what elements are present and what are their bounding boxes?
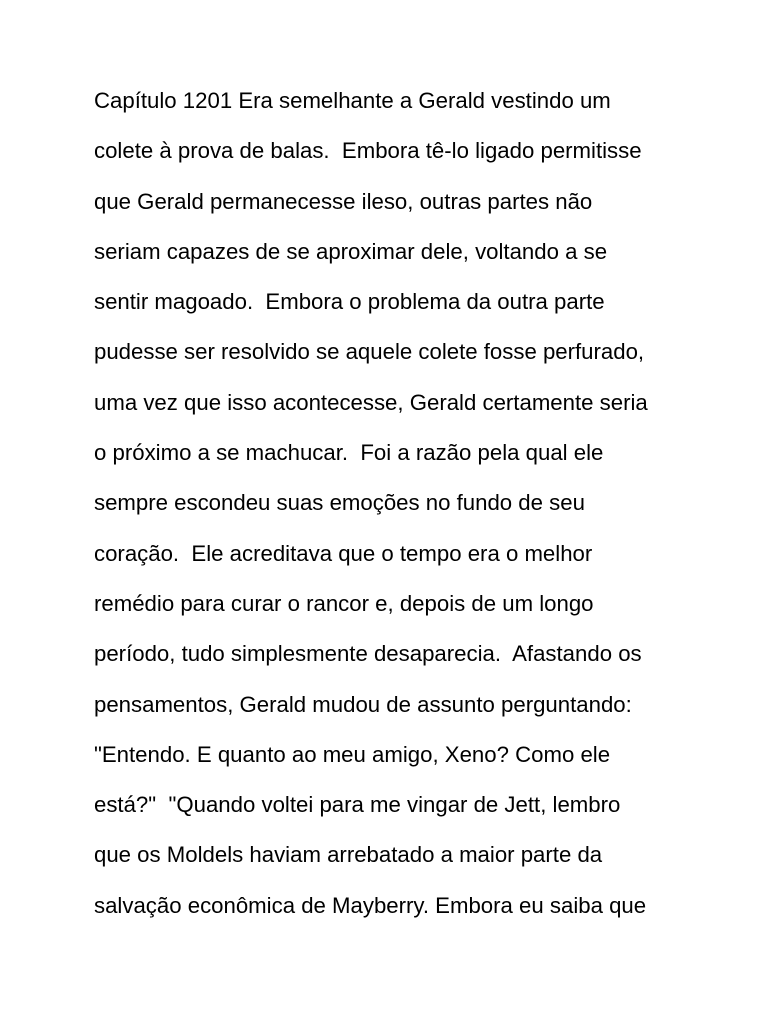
text-line-9: sempre escondeu suas emoções no fundo de seu [94,490,585,516]
body-text [94,76,694,931]
text-line-7: uma vez que isso acontecesse, Gerald certamente seria [94,389,648,415]
text-line-17: salvação econômica de Mayberry. Embora eu saiba que [94,892,647,918]
text-line-8: o próximo a se machucar. Foi a razão pela qual ele [94,440,604,466]
text-line-3: que Gerald permanecesse ileso, outras partes não [94,188,593,214]
text-line-5: sentir magoado. Embora o problema da outra parte [94,289,605,315]
text-line-11: remédio para curar o rancor e, depois de um longo [94,590,594,616]
text-line-10: coração. Ele acreditava que o tempo era o melhor [94,540,593,566]
text-line-6: pudesse ser resolvido se aquele colete fosse perfurado, [94,339,645,365]
text-line-15: está?" "Quando voltei para me vingar de Jett, lembro [94,792,621,818]
text-line-12: período, tudo simplesmente desaparecia. Afastando os [94,641,642,667]
text-line-4: seriam capazes de se aproximar dele, voltando a se [94,238,608,264]
text-line-2: colete à prova de balas. Embora tê-lo ligado permitisse [94,138,642,164]
text-line-1: Capítulo 1201 Era semelhante a Gerald vestindo um [94,88,611,113]
text-line-16: que os Moldels haviam arrebatado a maior parte da [94,842,603,868]
text-line-14: "Entendo. E quanto ao meu amigo, Xeno? Como ele [94,741,611,767]
text-line-13: pensamentos, Gerald mudou de assunto perguntando: [94,691,632,717]
